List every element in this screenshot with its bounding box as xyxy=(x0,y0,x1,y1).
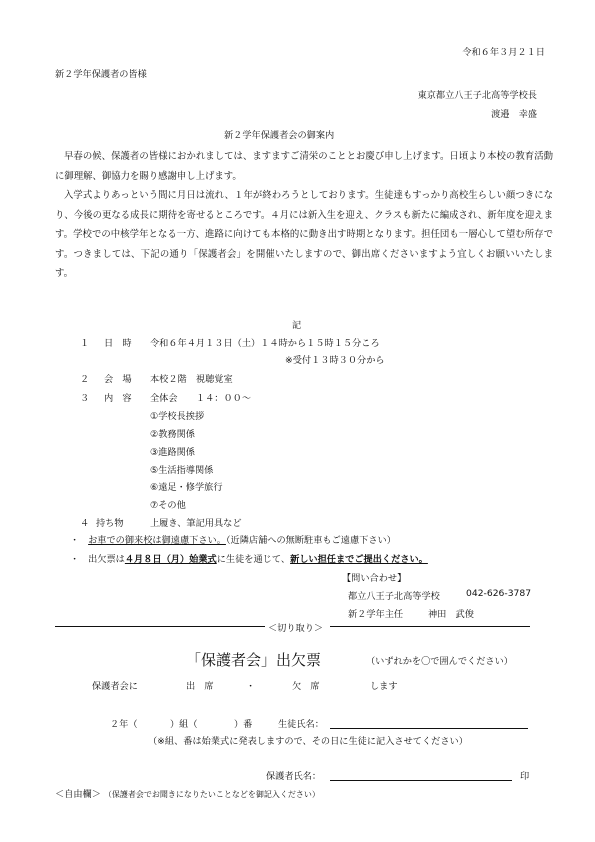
content-item: ⑤生活指導関係 xyxy=(150,465,214,476)
contact-name: 神田 武俊 xyxy=(428,609,474,620)
number-field[interactable]: ）番 xyxy=(234,719,253,730)
item2-label: 会 場 xyxy=(104,374,132,385)
item1-label: 日 時 xyxy=(104,338,132,349)
contact-phone: 042-626-3787 xyxy=(466,588,532,599)
item3-value: 全体会 １４：００～ xyxy=(150,393,252,404)
issue-date: 令和６年３月２１日 xyxy=(462,47,545,58)
item4-label: 持ち物 xyxy=(96,518,124,529)
cut-line-left xyxy=(55,626,265,627)
sender-principal: 渡邉 幸盛 xyxy=(491,109,537,120)
ki-heading: 記 xyxy=(292,320,302,331)
absent-option[interactable]: 欠 席 xyxy=(292,681,320,692)
item1-number: １ xyxy=(80,338,90,349)
student-name-label: 生徒氏名： xyxy=(278,719,324,730)
attendance-note xyxy=(70,551,428,565)
sender-school: 東京都立八王子北高等学校長 xyxy=(417,90,537,101)
attendance-note-submit: 新しい担任までご提出ください。 xyxy=(290,554,428,565)
item2-value: 本校２階 視聴覚室 xyxy=(150,374,233,385)
document-title: 新２学年保護者会の御案内 xyxy=(224,130,335,141)
content-item: ⑥遠足・修学旅行 xyxy=(150,482,223,493)
free-field-heading: ＜自由欄＞ xyxy=(55,789,101,800)
parking-note xyxy=(70,532,396,546)
attend-prefix: 保護者会に xyxy=(92,681,138,692)
parking-note-detail: （近隣店舗への無断駐車もご遠慮下さい） xyxy=(225,535,396,546)
item4-number: ４ xyxy=(80,518,90,529)
form-instruction: （いずれかを〇で囲んでください） xyxy=(366,656,513,667)
bullet: ・ xyxy=(70,535,80,546)
form-title: 「保護者会」出欠票 xyxy=(186,651,322,669)
guardian-name-line[interactable] xyxy=(330,780,512,781)
content-item: ②教務関係 xyxy=(150,429,195,440)
item3-label: 内 容 xyxy=(104,393,132,404)
item1-value: 令和６年４月１３日（土）１４時から１５時１５分ころ xyxy=(150,338,380,349)
bullet: ・ xyxy=(70,554,80,565)
student-name-line[interactable] xyxy=(330,728,528,729)
attendance-note-c: に生徒を通じて、 xyxy=(216,554,291,565)
body-text xyxy=(55,147,553,284)
attend-option[interactable]: 出 席 xyxy=(186,681,214,692)
option-separator: ・ xyxy=(246,681,256,692)
form-note: （※組、番は始業式に発表しますので、その日に生徒に記入させてください） xyxy=(148,736,468,747)
attend-suffix: します xyxy=(370,681,398,692)
attendance-note-a: 出欠票は xyxy=(88,554,125,565)
attendance-note-date: ４月８日（月）始業式 xyxy=(124,554,217,565)
parking-note-emphasis: お車での御来校は御遠慮下さい。 xyxy=(88,535,226,546)
item3-number: ３ xyxy=(80,393,90,404)
free-field-label xyxy=(55,786,320,800)
cut-line-right xyxy=(330,626,530,627)
paragraph-invitation: 入学式よりあっという間に月日は流れ、１年が終わろうとしております。生徒達もすっかり高校生らしい顔つきになり、今後の更なる成長に期待を寄せるところです。４月には新入生を迎え、クラスも新たに編成され、新年度を迎えます。学校での中核学年となる一方、進路に向けても本格的に動き出す時期となります。担任団も一層心して望む所存です。つきましては、下記の通り「保護者会」を開催いたしますので、御出席くださいますよう宜しくお願いいたします。 xyxy=(55,190,553,279)
content-item: ①学校長挨拶 xyxy=(150,411,205,422)
addressee: 新２学年保護者の皆様 xyxy=(55,69,147,80)
content-item: ③進路関係 xyxy=(150,447,195,458)
seal-mark: 印 xyxy=(520,771,530,782)
free-field-note: （保護者会でお聞きになりたいことなどを御記入ください） xyxy=(103,790,320,799)
item2-number: ２ xyxy=(80,374,90,385)
guardian-name-label: 保護者氏名： xyxy=(266,771,322,782)
item4-value: 上履き、筆記用具など xyxy=(150,518,242,529)
contact-role: 新２学年主任 xyxy=(348,609,404,620)
cut-label: ＜切り取り＞ xyxy=(268,623,324,634)
class-field[interactable]: ）組（ xyxy=(170,719,198,730)
content-item: ⑦その他 xyxy=(150,500,186,511)
paragraph-greeting: 早春の候、保護者の皆様におかれましては、ますますご清栄のこととお慶び申し上げます。日頃より本校の教育活動に御理解、御協力を賜り感謝申し上げます。 xyxy=(55,151,553,182)
contact-school: 都立八王子北高等学校 xyxy=(348,591,440,602)
contact-heading: 【問い合わせ】 xyxy=(342,573,407,584)
grade-label: ２年（ xyxy=(110,719,138,730)
item1-note: ※受付１３時３０分から xyxy=(285,355,385,366)
